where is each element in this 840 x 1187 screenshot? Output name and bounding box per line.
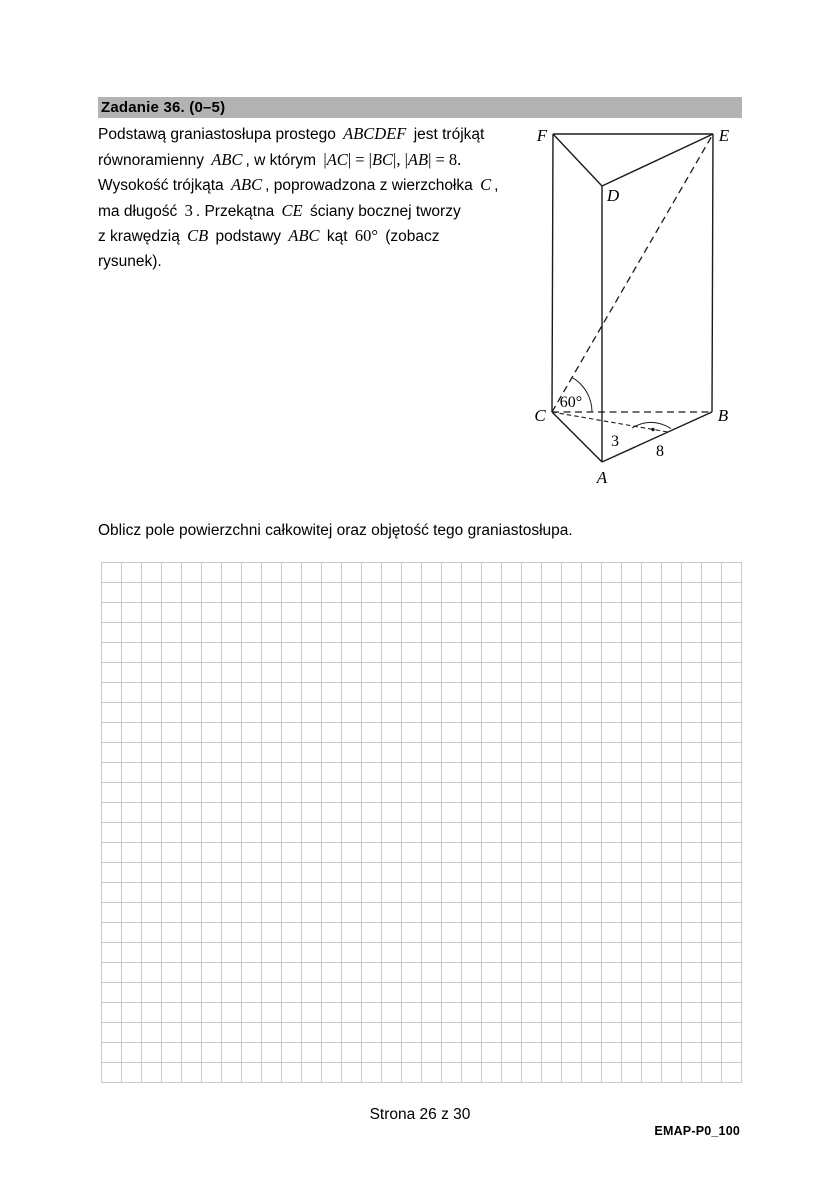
math-expression [185, 201, 193, 220]
math-var: ABC [288, 226, 320, 246]
problem-text-line [98, 224, 550, 250]
task-header-label: Zadanie 36. (0–5) [101, 99, 226, 116]
problem-text-line [98, 199, 550, 225]
problem-text-line [98, 122, 550, 148]
vertex-label-f: F [536, 126, 548, 145]
text-run: Wysokość trójkąta [98, 177, 228, 195]
edge-de [602, 134, 713, 186]
math-var: C [480, 175, 492, 195]
text-run: . Przekątna [195, 202, 279, 220]
prism-figure [530, 120, 750, 490]
height-label: 3 [611, 433, 619, 450]
math-var: CE [281, 200, 303, 220]
text-run: równoramienny [98, 151, 209, 169]
text-run: z krawędzią [98, 228, 185, 246]
edge-fd [553, 134, 602, 186]
math-expression [231, 175, 262, 194]
math-var: CB [187, 226, 209, 246]
math-expression [187, 226, 208, 245]
math-var: ABC [211, 149, 243, 169]
vertex-label-b: B [717, 406, 729, 425]
math-symbol: | = 8. [428, 149, 462, 169]
math-expression [282, 201, 303, 220]
math-expression [211, 150, 242, 169]
answer-grid [101, 562, 742, 1083]
text-run: (zobacz [380, 228, 440, 246]
problem-text [98, 122, 550, 275]
footer-form-code: EMAP-P0_100 [654, 1124, 740, 1138]
math-var: ABCDEF [343, 124, 407, 143]
text-run: jest trójkąt [409, 126, 485, 143]
text-run: Podstawą graniastosłupa prostego [98, 126, 341, 143]
text-run: ma długość [98, 202, 182, 220]
base-label: 8 [656, 443, 664, 460]
right-angle-arc [632, 422, 671, 428]
math-var: AC [326, 149, 348, 169]
math-var: BC [371, 149, 394, 169]
text-run: kąt [322, 228, 352, 246]
problem-text-line [98, 148, 550, 174]
vertex-label-c: C [534, 406, 546, 425]
question-text: Oblicz pole powierzchni całkowitej oraz objętość tego graniastosłupa. [98, 522, 573, 539]
math-number: 3 [184, 200, 193, 220]
math-symbol: |, | [393, 149, 408, 169]
task-header-bar [98, 97, 742, 118]
vertex-label-d: D [606, 186, 620, 205]
diagonal-ce [552, 134, 713, 412]
vertex-label-a: A [596, 468, 608, 487]
angle-label: 60° [559, 394, 583, 411]
problem-text-line [98, 250, 550, 275]
math-symbol: | [323, 149, 327, 169]
math-expression [355, 226, 378, 245]
math-symbol: | = | [347, 149, 372, 169]
math-number: 60° [354, 226, 378, 246]
text-run: ściany bocznej tworzy [305, 202, 461, 220]
edge-ca [552, 412, 602, 462]
right-angle-dot [651, 428, 654, 431]
vertex-label-e: E [718, 126, 730, 145]
math-expression [288, 226, 319, 245]
problem-text-line [98, 173, 550, 199]
edge-eb [712, 134, 713, 412]
math-var: ABC [230, 175, 263, 195]
text-run: , w którym [245, 151, 321, 169]
math-var: AB [407, 149, 429, 169]
text-run: podstawy [211, 228, 286, 246]
math-expression [323, 150, 461, 169]
footer-page-number: Strona 26 z 30 [369, 1106, 471, 1123]
text-run: rysunek). [98, 252, 162, 270]
edge-fc [552, 134, 553, 412]
text-run: , poprowadzona z wierzchołka [265, 177, 478, 195]
text-run: , [494, 177, 499, 195]
math-expression [343, 124, 406, 143]
math-expression [480, 175, 491, 194]
